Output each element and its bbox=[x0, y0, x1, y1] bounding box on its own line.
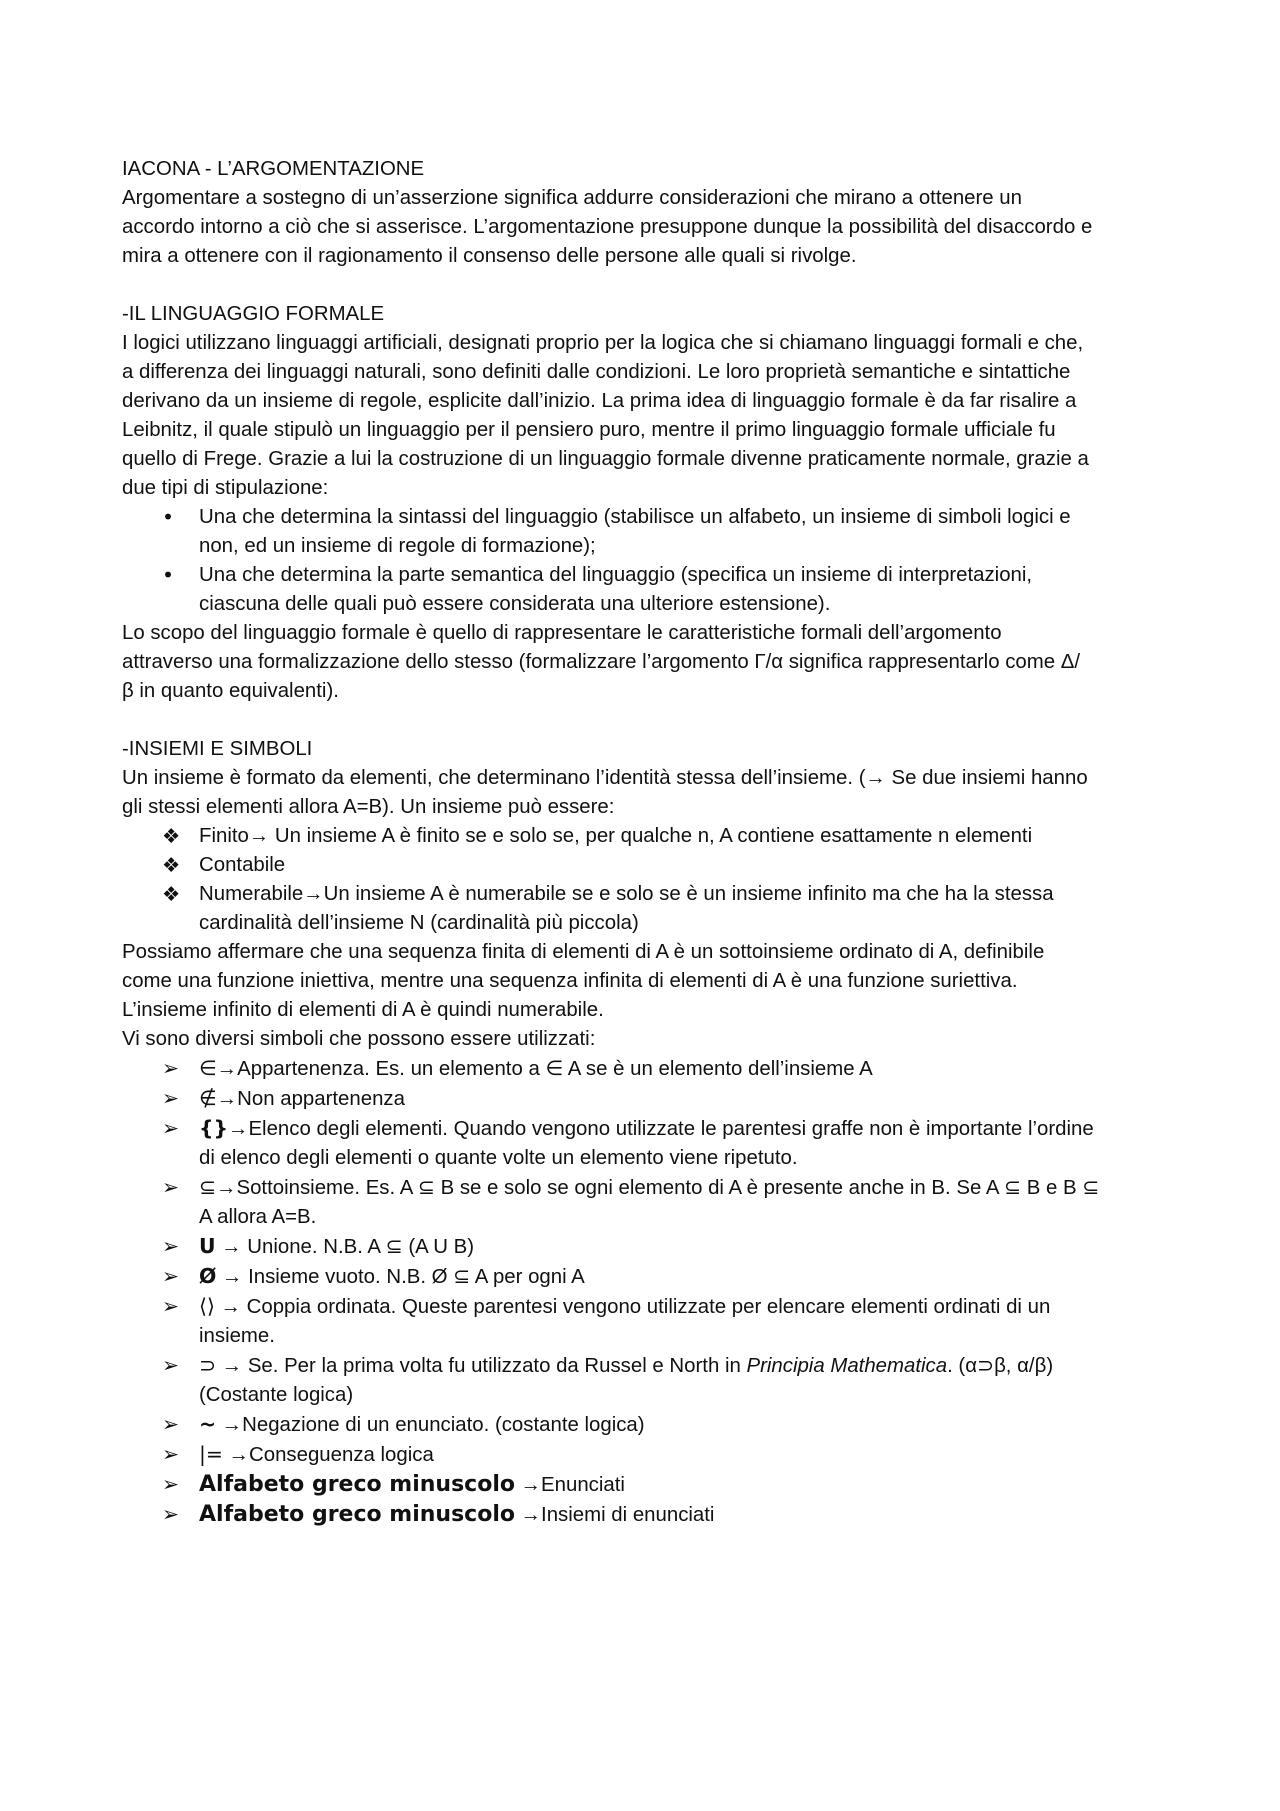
list-item-text: ciascuna delle quali può essere considerata una ulteriore estensione). bbox=[199, 593, 831, 615]
symbol-empty-set: Ø bbox=[199, 1264, 217, 1288]
list-item-text: di elenco degli elementi o quante volte un elemento viene ripetuto. bbox=[199, 1147, 798, 1169]
list-item-text: Finito→ Un insieme A è finito se e solo se, per qualche n, A contiene esattamente n elementi bbox=[199, 825, 1033, 847]
arrow-bullet-icon: ➢ bbox=[162, 1116, 180, 1140]
paragraph-line: gli stessi elementi allora A=B). Un insieme può essere: bbox=[122, 796, 615, 818]
list-item bbox=[122, 851, 1162, 880]
list-item bbox=[122, 1114, 1162, 1173]
list-item-text: →Elenco degli elementi. Quando vengono utilizzate le parentesi graffe non è importante l’ordine bbox=[228, 1118, 1094, 1140]
symbol-subset: ⊆ bbox=[199, 1175, 217, 1199]
list-item bbox=[122, 561, 1162, 619]
spacer bbox=[122, 706, 1162, 735]
list-item-text: cardinalità dell’insieme N (cardinalità più piccola) bbox=[199, 912, 639, 934]
list-item-text: → Se. Per la prima volta fu utilizzato da Russel e North in bbox=[216, 1355, 747, 1377]
list-item bbox=[122, 1173, 1162, 1232]
intro-line: accordo intorno a ciò che si asserisce. L’argomentazione presuppone dunque la possibilità del disaccordo e bbox=[122, 216, 1093, 238]
section-heading-insiemi-e-simboli: -INSIEMI E SIMBOLI bbox=[122, 738, 313, 760]
symbol-element-of: ∈ bbox=[199, 1056, 217, 1080]
list-item-text: non, ed un insieme di regole di formazione); bbox=[199, 535, 596, 557]
list-item-text: → Unione. N.B. A ⊆ (A U B) bbox=[215, 1236, 475, 1258]
arrow-bullet-icon: ➢ bbox=[162, 1264, 180, 1288]
arrow-bullet-icon: ➢ bbox=[162, 1086, 180, 1110]
list-item bbox=[122, 1440, 1162, 1470]
arrow-bullet-icon: ➢ bbox=[162, 1502, 180, 1526]
paragraph-line: attraverso una formalizzazione dello stesso (formalizzare l’argomento Γ/α significa rappresentarlo come Δ/ bbox=[122, 651, 1081, 673]
list-item bbox=[122, 1351, 1162, 1410]
intro-line: mira a ottenere con il ragionamento il consenso delle persone alle quali si rivolge. bbox=[122, 245, 857, 267]
list-item-text: Contabile bbox=[199, 854, 286, 876]
symbol-greek-lowercase: Alfabeto greco minuscolo bbox=[199, 1502, 515, 1527]
list-item-text: (Costante logica) bbox=[199, 1384, 354, 1406]
list-item bbox=[122, 1410, 1162, 1440]
paragraph-line: Possiamo affermare che una sequenza finita di elementi di A è un sottoinsieme ordinato di A, definibile bbox=[122, 941, 1045, 963]
paragraph-line: I logici utilizzano linguaggi artificiali, designati proprio per la logica che si chiamano linguaggi formali e che, bbox=[122, 332, 1084, 354]
list-item bbox=[122, 1054, 1162, 1084]
paragraph-line: a differenza dei linguaggi naturali, sono definiti dalle condizioni. Le loro proprietà semantiche e sintattiche bbox=[122, 361, 1071, 383]
paragraph-line: quello di Frege. Grazie a lui la costruzione di un linguaggio formale divenne praticamente normale, grazie a bbox=[122, 448, 1089, 470]
paragraph-line: come una funzione iniettiva, mentre una sequenza infinita di elementi di A è una funzione suriettiva. bbox=[122, 970, 1018, 992]
paragraph-line: derivano da un insieme di regole, esplicite dall’inizio. La prima idea di linguaggio formale è da far risalire a bbox=[122, 390, 1077, 412]
list-item bbox=[122, 1470, 1162, 1500]
list-item bbox=[122, 1232, 1162, 1262]
list-item bbox=[122, 1500, 1162, 1530]
list-item-text: →Appartenenza. Es. un elemento a ∈ A se è un elemento dell’insieme A bbox=[216, 1058, 873, 1080]
list-item bbox=[122, 503, 1162, 561]
diamond-bullet-icon: ❖ bbox=[162, 882, 181, 906]
symbol-implication: ⊃ bbox=[199, 1353, 217, 1377]
paragraph-line: Vi sono diversi simboli che possono essere utilizzati: bbox=[122, 1028, 596, 1050]
list-item-text: . (α⊃β, α/β) bbox=[947, 1355, 1054, 1377]
arrow-bullet-icon: ➢ bbox=[162, 1234, 180, 1258]
spacer bbox=[122, 271, 1162, 300]
arrow-bullet-icon: ➢ bbox=[162, 1294, 180, 1318]
list-item-text: A allora A=B. bbox=[199, 1206, 317, 1228]
list-item-text: →Sottoinsieme. Es. A ⊆ B se e solo se ogni elemento di A è presente anche in B. Se A ⊆ B e B ⊆ bbox=[216, 1177, 1100, 1199]
symbol-greek-lowercase: Alfabeto greco minuscolo bbox=[199, 1472, 515, 1497]
arrow-bullet-icon: ➢ bbox=[162, 1175, 180, 1199]
list-item-text: Una che determina la sintassi del linguaggio (stabilisce un alfabeto, un insieme di simboli logici e bbox=[199, 506, 1071, 528]
arrow-bullet-icon: ➢ bbox=[162, 1472, 180, 1496]
list-item bbox=[122, 822, 1162, 851]
document-title: IACONA - L’ARGOMENTAZIONE bbox=[122, 158, 425, 180]
book-title: Principia Mathematica bbox=[746, 1355, 948, 1377]
list-item-text: →Insiemi di enunciati bbox=[514, 1504, 715, 1526]
list-item-text: →Negazione di un enunciato. (costante logica) bbox=[216, 1414, 645, 1436]
symbol-union: U bbox=[199, 1234, 216, 1258]
arrow-bullet-icon: ➢ bbox=[162, 1412, 180, 1436]
section-heading-linguaggio-formale: -IL LINGUAGGIO FORMALE bbox=[122, 303, 385, 325]
intro-line: Argomentare a sostegno di un’asserzione significa addurre considerazioni che mirano a ottenere un bbox=[122, 187, 1022, 209]
diamond-bullet-icon: ❖ bbox=[162, 824, 181, 848]
list-item bbox=[122, 1292, 1162, 1351]
list-item-text: →Enunciati bbox=[514, 1474, 625, 1496]
symbol-logical-consequence: |= bbox=[199, 1442, 223, 1466]
paragraph-line: Un insieme è formato da elementi, che determinano l’identità stessa dell’insieme. (→ Se due insiemi hanno bbox=[122, 767, 1088, 789]
symbol-negation: ~ bbox=[199, 1412, 217, 1436]
list-item-text: →Non appartenenza bbox=[216, 1088, 405, 1110]
symbol-ordered-pair: ⟨⟩ bbox=[199, 1294, 215, 1318]
symbol-not-element-of: ∉ bbox=[199, 1086, 217, 1110]
symbol-braces: {} bbox=[199, 1116, 229, 1140]
paragraph-line: due tipi di stipulazione: bbox=[122, 477, 329, 499]
list-item-text: → Insieme vuoto. N.B. Ø ⊆ A per ogni A bbox=[216, 1266, 585, 1288]
list-item bbox=[122, 880, 1162, 938]
arrow-bullet-icon: ➢ bbox=[162, 1353, 180, 1377]
document-page bbox=[122, 155, 1162, 1530]
list-item bbox=[122, 1262, 1162, 1292]
list-item-text: Numerabile→Un insieme A è numerabile se e solo se è un insieme infinito ma che ha la stessa bbox=[199, 883, 1054, 905]
list-item-text: →Conseguenza logica bbox=[222, 1444, 434, 1466]
paragraph-line: β in quanto equivalenti). bbox=[122, 680, 339, 702]
paragraph-line: Leibnitz, il quale stipulò un linguaggio per il pensiero puro, mentre il primo linguaggio formale ufficiale fu bbox=[122, 419, 1056, 441]
diamond-bullet-icon: ❖ bbox=[162, 853, 181, 877]
bullet-icon: • bbox=[162, 563, 175, 587]
arrow-bullet-icon: ➢ bbox=[162, 1442, 180, 1466]
paragraph-line: L’insieme infinito di elementi di A è quindi numerabile. bbox=[122, 999, 604, 1021]
list-item bbox=[122, 1084, 1162, 1114]
paragraph-line: Lo scopo del linguaggio formale è quello di rappresentare le caratteristiche formali dell’argomento bbox=[122, 622, 1002, 644]
list-item-text: insieme. bbox=[199, 1325, 275, 1347]
list-item-text: Una che determina la parte semantica del linguaggio (specifica un insieme di interpretazioni, bbox=[199, 564, 1033, 586]
list-item-text: → Coppia ordinata. Queste parentesi vengono utilizzate per elencare elementi ordinati di un bbox=[214, 1296, 1051, 1318]
arrow-bullet-icon: ➢ bbox=[162, 1056, 180, 1080]
bullet-icon: • bbox=[162, 505, 175, 529]
